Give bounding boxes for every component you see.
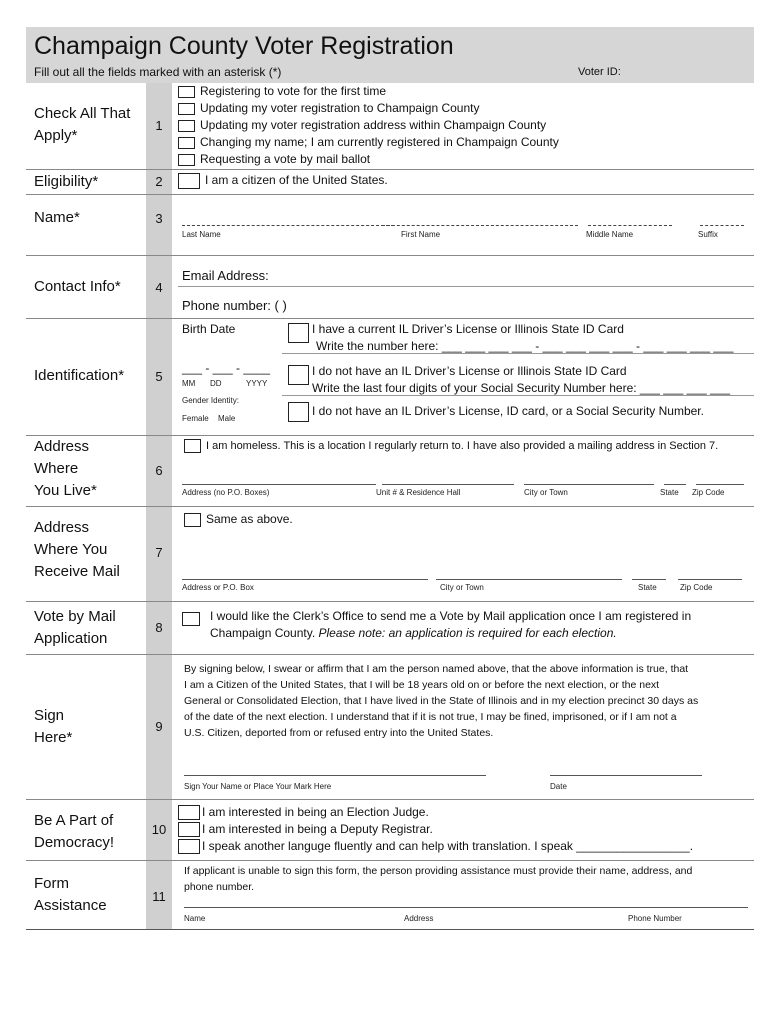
caption: Male — [218, 414, 236, 423]
address-input[interactable] — [182, 484, 376, 485]
checkbox[interactable] — [178, 822, 200, 837]
section-number: 3 — [146, 195, 172, 255]
caption: DD — [210, 379, 222, 388]
vote-by-mail-note: Champaign County. Please note: an application is required for each election. — [210, 626, 617, 640]
zip-input[interactable] — [696, 484, 744, 485]
birth-date-label: Birth Date — [182, 322, 236, 336]
form-header — [26, 27, 754, 83]
checkbox[interactable] — [178, 154, 195, 166]
mail-state-input[interactable] — [632, 579, 666, 580]
vote-by-mail-text: I would like the Clerk’s Office to send me a Vote by Mail application once I am registered in — [210, 609, 692, 623]
caption: Zip Code — [680, 583, 713, 592]
checkbox[interactable] — [288, 402, 309, 422]
option-change-name[interactable]: Changing my name; I am currently registered in Champaign County — [178, 134, 754, 151]
option-update-address[interactable]: Updating my voter registration address within Champaign County — [178, 117, 754, 134]
caption: City or Town — [524, 488, 568, 497]
section-label: Eligibility* — [34, 173, 99, 190]
section-number: 4 — [146, 256, 172, 318]
unit-input[interactable] — [382, 484, 514, 485]
checkbox[interactable] — [288, 365, 309, 385]
caption: MM — [182, 379, 196, 388]
section-check-all — [26, 83, 754, 170]
section-identification: Identification* 5 Birth Date ___ - ___ - ____ MM DD YYYY Gender Identity: Female Male I have a current IL Driver’s License or Illinois State ID Card Write the number here: ___ ___ ___ ___ - ___ ___ ___ ___ - ___ ___ ___ ___ I do not have an IL Driver’s License or Illinois State ID Card Write the last four digits of your Social Security Number here: ___ ___ ___ ___ I do not have an IL Driver’s License, ID card, or a Social Security Number. — [26, 319, 754, 436]
caption: Name — [184, 914, 206, 923]
city-input[interactable] — [524, 484, 654, 485]
mail-zip-input[interactable] — [678, 579, 742, 580]
caption: Last Name — [182, 230, 221, 239]
caption: First Name — [401, 230, 441, 239]
state-input[interactable] — [664, 484, 686, 485]
checkbox[interactable] — [184, 439, 201, 453]
signature-line[interactable] — [184, 775, 486, 776]
caption: Suffix — [698, 230, 718, 239]
voter-registration-form — [26, 27, 754, 930]
birth-date-input[interactable]: ___ - ___ - ____ — [182, 361, 271, 375]
checkbox[interactable] — [178, 120, 195, 132]
section-eligibility — [26, 170, 754, 195]
section-number: 2 — [146, 170, 172, 194]
option-homeless[interactable]: I am homeless. This is a location I regularly return to. I have also provided a mailing address in Section 7. — [184, 438, 718, 455]
section-number: 11 — [146, 861, 172, 929]
section-label: Identification* — [34, 367, 125, 384]
section-label: Contact Info* — [34, 278, 121, 295]
checkbox[interactable] — [178, 137, 195, 149]
caption: Date — [550, 782, 567, 791]
checkbox[interactable] — [184, 513, 201, 527]
section-label: Address Where You Live* — [34, 438, 97, 499]
voter-id-label: Voter ID: — [578, 66, 621, 78]
section-number: 9 — [146, 655, 172, 799]
vote-by-mail-checkbox[interactable] — [182, 612, 200, 626]
phone-field[interactable]: Phone number: ( ) — [182, 298, 287, 313]
section-democracy — [26, 800, 754, 861]
page-title: Champaign County Voter Registration — [34, 32, 454, 60]
section-number: 5 — [146, 319, 172, 435]
gender-identity-label: Gender Identity: — [182, 396, 239, 405]
section-number: 10 — [146, 800, 172, 860]
option-vote-by-mail[interactable]: Requesting a vote by mail ballot — [178, 151, 754, 168]
last-name-line[interactable] — [182, 225, 394, 226]
section-vote-by-mail — [26, 602, 754, 655]
section-residence-address — [26, 436, 754, 507]
suffix-line[interactable] — [700, 225, 744, 226]
checkbox[interactable] — [288, 323, 309, 343]
checkbox[interactable] — [178, 839, 200, 854]
mail-address-input[interactable] — [182, 579, 428, 580]
option-same-as-above[interactable]: Same as above. — [184, 511, 293, 528]
caption: Zip Code — [692, 488, 725, 497]
section-number: 1 — [146, 83, 172, 169]
option-update-to-county[interactable]: Updating my voter registration to Champaign County — [178, 100, 754, 117]
option-first-time[interactable]: Registering to vote for the first time — [178, 83, 754, 100]
section-label: Name* — [34, 209, 80, 226]
checkbox[interactable] — [178, 103, 195, 115]
caption: Middle Name — [586, 230, 634, 239]
caption: State — [638, 583, 657, 592]
section-name — [26, 195, 754, 256]
caption: Address or P.O. Box — [182, 583, 254, 592]
caption: Unit # & Residence Hall — [376, 488, 461, 497]
section-mailing-address — [26, 507, 754, 602]
form-instructions: Fill out all the fields marked with an asterisk (*) — [34, 65, 282, 79]
oath-text: By signing below, I swear or affirm that I am the person named above, that the above information is true, that I am a Citizen of the United States, that I will be 18 years old on or before the next election, or the next General or Consolidated Election, that I have lived in the State of Illinois and in my election precinct 30 days as of the date of the next election. I understand that if it is not true, I may be fined, imprisoned, or if I am not a U.S. Citizen, deported from or refused entry into the United States. — [184, 663, 699, 739]
caption: YYYY — [246, 379, 268, 388]
middle-name-line[interactable] — [588, 225, 672, 226]
section-label: Sign Here* — [34, 707, 73, 746]
section-form-assistance — [26, 861, 754, 930]
caption: Address — [404, 914, 434, 923]
caption: State — [660, 488, 679, 497]
assistance-text: If applicant is unable to sign this form, the person providing assistance must provide their name, address, and phone number. — [184, 865, 693, 893]
option-citizen[interactable]: I am a citizen of the United States. — [178, 172, 754, 189]
section-number: 8 — [146, 602, 172, 654]
first-name-line[interactable] — [382, 225, 578, 226]
section-number: 7 — [146, 507, 172, 601]
section-label: Vote by Mail Application — [34, 608, 116, 647]
checkbox[interactable] — [178, 805, 200, 820]
option-translation[interactable]: I speak another languge fluently and can help with translation. I speak _________________. — [178, 838, 754, 855]
date-line[interactable] — [550, 775, 702, 776]
checkbox[interactable] — [178, 173, 200, 189]
caption: Sign Your Name or Place Your Mark Here — [184, 782, 332, 791]
mail-city-input[interactable] — [436, 579, 622, 580]
section-contact — [26, 256, 754, 319]
option-election-judge[interactable]: I am interested in being an Election Judge. — [178, 804, 754, 821]
email-field[interactable]: Email Address: — [182, 268, 269, 283]
section-label: Be A Part of Democracy! — [34, 812, 115, 851]
section-number: 6 — [146, 436, 172, 506]
section-label: Check All That Apply* — [34, 105, 131, 144]
caption: Address (no P.O. Boxes) — [182, 488, 270, 497]
option-deputy-registrar[interactable]: I am interested in being a Deputy Registrar. — [178, 821, 754, 838]
section-signature — [26, 655, 754, 800]
checkbox[interactable] — [178, 86, 195, 98]
section-label: Address Where You Receive Mail — [34, 519, 120, 580]
caption: City or Town — [440, 583, 484, 592]
caption: Phone Number — [628, 914, 682, 923]
section-label: Form Assistance — [34, 875, 107, 914]
caption: Female — [182, 414, 209, 423]
assistant-info-line[interactable] — [184, 907, 748, 908]
